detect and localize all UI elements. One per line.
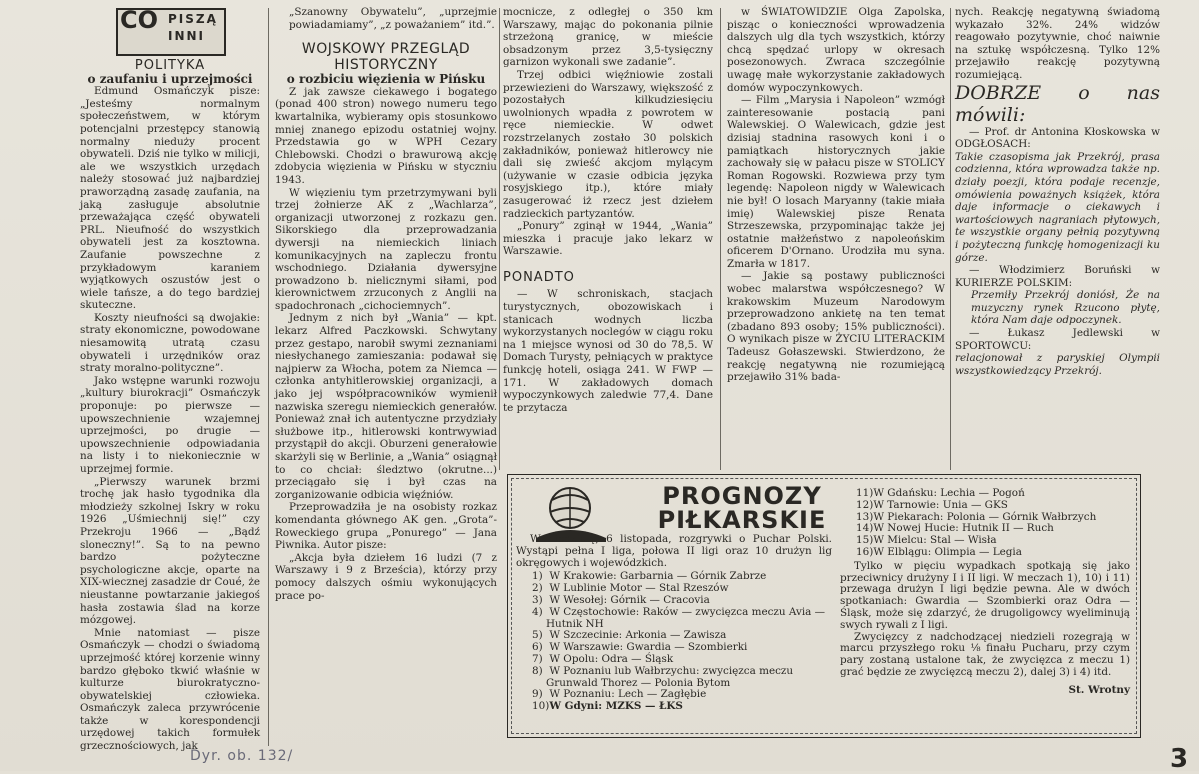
column-misc (727, 6, 945, 384)
article-title: o zaufaniu i uprzejmości (87, 71, 253, 86)
quote-intro: — Prof. dr Antonina Kłoskowska w ODGŁOSACH: (955, 125, 1160, 151)
paragraph: Przeprowadziła je na osobisty rozkaz komendanta głównego AK gen. „Grota”-Roweckiego grupa „Ponurego” — Jana Piwnika. Autor pisze: (275, 501, 497, 552)
column-rule (950, 8, 951, 470)
section-heading: WOJSKOWY PRZEGLĄD HISTORYCZNY (301, 41, 471, 74)
paragraph: Jednym z nich był „Wania” — kpt. lekarz Alfred Paczkowski. Schwytany przez gestapo, narobił swymi zeznaniami niesłychanego zamieszania: podawał się najpierw za Włocha, potem za Niemca — członka antyhitlerowskiej organizacji, a jako jej współpracowników wymienił nazwiska szeregu niemieckich generałów. Ponieważ znał ich autentyczne przydziały służbowe itp., hitlerowski kontrwywiad przystąpił do akcji. Oburzeni generałowie skarżyli się w Berlinie, a „Wania” osiągnął to co chciał: śledztwo (okrutne...) przeciągało się i był czas na zorganizowanie odbicia więźniów. (275, 312, 497, 501)
handwritten-heading: DOBRZE o nas mówili: (955, 81, 1160, 126)
match-item: 5) W Szczecinie: Arkonia — Zawisza (532, 629, 727, 642)
match-item: 4) W Częstochowie: Raków — zwycięzca meczu Avia — Hutnik NH (532, 605, 826, 630)
match-item: 16) W Elblągu: Olimpia — Legia (856, 545, 1022, 558)
match-item: 2) W Lublinie Motor — Stal Rzeszów (532, 582, 729, 595)
paragraph: mocnicze, z odległej o 350 km Warszawy, mając do pokonania pilnie strzeżoną granicę, w mieście obsadzonym przez 3,5-tysięczny garnizon wykonali swe zadanie”. (503, 6, 713, 69)
paragraph: „Akcja była dziełem 16 ludzi (7 z Warszawy i 9 z Brześcia), którzy przy pomocy dalszych ośmiu wykonujących prace po- (275, 551, 497, 602)
quote-text: Takie czasopisma jak Przekrój, prasa codzienna, która wprowadza także np. działy poezji, która podaje recenzje, omówienia poważnych książek, która daje informacje o ciekawych i wartościowych nagraniach płytowych, te wszystkie organy pełnią pozytywną i pożyteczną funkcję homogenizacji ku górze. (955, 150, 1160, 264)
paragraph: Trzej odbici więźniowie zostali przewiezieni do Warszawy, większość z pozostałych kilkudziesięciu uwolnionych wpadła z powrotem w ręce niemieckie. W odwet rozstrzelanych zostało 30 polskich zakładników, ponieważ hitlerowcy nie dali się zwieść akcjom mylącym (używanie w czasie odbicia języka rosyjskiego itp.), które miały zasugerować iż rzecz jest dziełem radzieckich partyzantów. (503, 68, 713, 220)
paragraph: Koszty nieufności są dwojakie: straty ekonomiczne, powodowane niesamowitą utratą czasu obywateli i urzędników oraz straty moralno-polityczne”. (80, 311, 260, 375)
paragraph: — Film „Marysia i Napoleon” wzmógł zainteresowanie postacią pani Walewskiej. O Walewicach, gdzie jest dzisiaj stadnina rasowych koni i o pamiątkach historycznych jakie zachowały się w pałacu pisze w STOLICY Roman Rogowski. Rozwiewa przy tym legendę: Napoleon nigdy w Walewicach nie był! O losach Maryanny (takie miała imię) Walewskiej pisze Renata Strzeszewska, przypominając także jej ostatnie małżeństwo z napoleońskim oficerem D'Ornano. Urodziła mu syna. Zmarła w 1817. (727, 94, 945, 270)
column-continued (503, 6, 713, 414)
prognozy-left (516, 534, 832, 713)
prognozy-title-line1: PROGNOZY (662, 482, 822, 510)
match-item: 7) W Opolu: Odra — Śląsk (532, 652, 674, 665)
page-number: 3 (1170, 744, 1189, 774)
prognozy-title (652, 484, 832, 532)
logo-inni: INNI (168, 29, 206, 43)
match-item: 14) W Nowej Hucie: Hutnik II — Ruch (856, 522, 1054, 535)
paragraph: Mnie natomiast — pisze Osmańczyk — chodzi o świadomą uprzejmość której korzenie winny bardzo głęboko tkwić właśnie w kulturze biurokratyczno-obywatelskiej człowieka. Osmańczyk zaleca przywrócenie także w korespondencji urzędowej takich formułek grzecznościowych, jak (80, 626, 260, 753)
paragraph: — W schroniskach, stacjach turystycznych, obozowiskach i stanicach wodnych liczba wykorzystanych noclegów w ciągu roku na 1 miejsce wynosi od 30 do 78,5. W Domach Turysty, pełniących w praktyce funkcję hoteli, osiąga 241. W FWP — 171. W zakładowych domach wypoczynkowych zaledwie 77,4. Dane te przytacza (503, 288, 713, 414)
paragraph: nych. Reakcję negatywną świadomą wykazało 32%. 24% widzów reagowało pozytywnie, choć naiwnie na sztukę współczesną. Tylko 12% przejawiło reakcję pozytywną rozumiejącą. (955, 6, 1160, 81)
column-rule (720, 8, 721, 470)
co-pisza-inni-logo (110, 6, 230, 54)
column-rule (499, 8, 500, 470)
match-item: 6) W Warszawie: Gwardia — Szombierki (532, 641, 748, 654)
match-item: 9) W Poznaniu: Lech — Zagłębie (532, 688, 707, 701)
match-item: 12) W Tarnowie: Unia — GKS (856, 498, 1008, 511)
column-dobrze (955, 6, 1160, 377)
paragraph: „Pierwszy warunek brzmi trochę jak hasło tygodnika dla młodzieży szkolnej Iskry w roku 1926 „Uśmiechnij się!” czy Przekroju 1966 — „Bądź sloneczny!”. Są to na pewno bardzo pożyteczne psychologiczne akcje, oparte na XIX-wiecznej zasadzie dr Coué, że nieustanne powtarzanie jakiegoś hasła zostawia ślad na korze mózgowej. (80, 475, 260, 627)
match-item: 3) W Wesołej: Górnik — Cracovia (532, 593, 710, 606)
paragraph: „Ponury” zginął w 1944, „Wania” mieszka i pracuje jako lekarz w Warszawie. (503, 220, 713, 258)
section-heading: POLITYKA (134, 58, 206, 73)
column-politics (80, 6, 260, 753)
paragraph: Z jak zawsze ciekawego i bogatego (ponad 400 stron) nowego numeru tego kwartalnika, wybieramy opis stosunkowo mniej znanego epizodu ostatniej wojny. Przedstawia go w WPH Cezary Chlebowski. Chodzi o brawurową akcję zdobycia więzienia w Pińsku w styczniu 1943. (275, 85, 497, 186)
match-item: 1) W Krakowie: Garbarnia — Górnik Zabrze (532, 570, 767, 583)
paragraph: W więzieniu tym przetrzymywani byli trzej żołnierze AK z „Wachlarza”, organizacji utworzonej z rozkazu gen. Sikorskiego dla przeprowadzania dywersji na niemieckich liniach komunikacyjnych na zapleczu frontu wschodniego. Działania dywersyjne prowadzono b. nielicznymi siłami, pod kierownictwem zrzuconych z Anglii na spadochronach „cichociemnych”. (275, 186, 497, 312)
column-rule (268, 8, 269, 746)
section-heading: PONADTO (503, 269, 575, 285)
match-item: 13) W Piekarach: Polonia — Górnik Wałbrzych (856, 510, 1097, 523)
archive-stamp: Dyr. ob. 132/ (190, 748, 294, 764)
match-item: 15) W Mielcu: Stal — Wisła (856, 534, 997, 547)
quote-intro: — Łukasz Jedlewski w SPORTOWCU: (955, 327, 1160, 352)
paragraph: w ŚWIATOWIDZIE Olga Zapolska, pisząc o konieczności wprowadzenia dalszych ulg dla tych wszystkich, którzy chcą spędzać urlopy w okresach posezonowych. Zwraca szczególnie uwagę małe wykorzystanie zakładowych domów wypoczynkowych. (727, 6, 945, 94)
quote-text: relacjonował z paryskiej Olympii wszystkowiedzący Przekrój. (955, 352, 1160, 377)
article-title: o rozbiciu więzienia w Pińsku (286, 72, 486, 87)
match-item: 10) W Gdyni: MZKS — ŁKS (532, 700, 683, 713)
paragraph: Jako wstępne warunki rozwoju „kultury biurokracji” Osmańczyk proponuje: po pierwsze — upowszechnienie wzajemnej uprzejmości, po drugie — upowszechnienie odpowiadania na listy i to niekoniecznie w uprzejmej formie. (80, 374, 260, 475)
prognozy-intro: W niedzielę, 6 listopada, rozgrywki o Puchar Polski. Wystąpi pełna I liga, połowa II ligi oraz 10 drużyn lig okręgowych i wojewódzkich. (516, 533, 832, 569)
paragraph: „Szanowny Obywatelu”, „uprzejmie powiadamiamy”, „z poważaniem” itd.”. (289, 6, 497, 31)
signature: St. Wrotny (1068, 683, 1130, 696)
paragraph: Edmund Osmańczyk pisze: „Jesteśmy normalnym społeczeństwem, w którym potencjalni przestępcy stanowią normalny nieduży procent obywateli. Dziś nie tylko w milicji, ale we wszystkich urzędach należy stosować już najbardziej praworządną zasadę zaufania, na jaką zasługuje absolutnie przeważająca część obywateli PRL. Nieufność do wszystkich obywateli jest za kosztowna. Zaufanie powszechne z przykładowym karaniem wyjątkowych oszustów jest o wiele tańsze, a do tego bardziej skuteczne. (80, 85, 260, 312)
prognozy-paragraph: Zwycięzcy z nadchodzącej niedzieli rozegrają w marcu przyszłego roku ⅛ finału Pucharu, przy czym pary zostaną ustalone tak, że zwycięzca z meczu 1) grać będzie ze zwycięzcą meczu 2), dalej 3) i 4) itd. (840, 630, 1130, 678)
column-military-review (275, 6, 497, 602)
match-item: 8) W Poznaniu lub Wałbrzychu: zwycięzca meczu Grunwald Thorez — Polonia Bytom (532, 664, 794, 689)
logo-co: CO (120, 6, 159, 34)
quote-intro: — Włodzimierz Boruński w KURIERZE POLSKIM: (955, 264, 1160, 289)
paragraph: — Jakie są postawy publiczności wobec malarstwa współczesnego? W krakowskim Muzeum Narodowym przeprowadzono ankietę na ten temat (zbadano 893 osoby; 15% publiczności). O wynikach pisze w ŻYCIU LITERACKIM Tadeusz Gołaszewski. Stwierdzono, że reakcję negatywną nie rozumiejącą przejawiło 31% bada- (727, 270, 945, 384)
match-item: 11) W Gdańsku: Lechia — Pogoń (856, 487, 1025, 499)
quote-poem: Przemiły Przekrój doniósł, Że na muzyczny rynek Rzucono płytę, która Nam daje odpoczynek. (971, 289, 1160, 327)
prognozy-paragraph: Tylko w pięciu wypadkach spotkają się jako przeciwnicy drużyny I i II ligi. W meczach 1), 10) i 11) przewaga drużyn I ligi będzie pewna. Ale w dwóch spotkaniach: Gwardia — Szombierki oraz Odra — Śląsk, może się zdarzyć, że drugoligowcy wyeliminują swych rywali z I ligi. (840, 559, 1130, 631)
logo-pisza: PISZĄ (168, 12, 218, 26)
prognozy-title-line2: PIŁKARSKIE (657, 506, 827, 534)
prognozy-right (840, 488, 1130, 697)
